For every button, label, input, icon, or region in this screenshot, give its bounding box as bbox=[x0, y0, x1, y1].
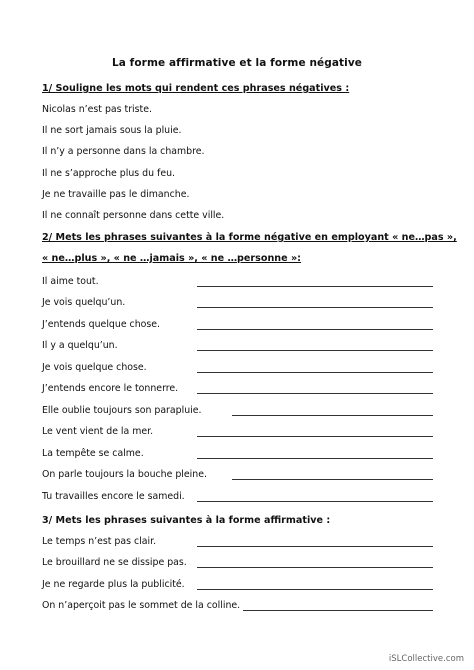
answer-line[interactable] bbox=[232, 479, 433, 480]
footer-credit: iSLCollective.com bbox=[388, 654, 464, 664]
answer-line[interactable] bbox=[197, 458, 433, 459]
answer-line[interactable] bbox=[197, 393, 433, 394]
answer-line[interactable] bbox=[197, 307, 433, 308]
page-title: La forme affirmative et la forme négative bbox=[111, 57, 363, 69]
section2-sentence: Tu travailles encore le samedi. bbox=[42, 491, 185, 502]
section1-heading: 1/ Souligne les mots qui rendent ces phrases négatives : bbox=[42, 83, 350, 94]
answer-line[interactable] bbox=[197, 436, 433, 437]
answer-line[interactable] bbox=[197, 329, 433, 330]
section3-heading: 3/ Mets les phrases suivantes à la forme affirmative : bbox=[42, 515, 331, 526]
section3-sentence: Je ne regarde plus la publicité. bbox=[42, 579, 185, 590]
section2-sentence: Elle oublie toujours son parapluie. bbox=[42, 405, 202, 416]
section1-sentence: Nicolas n’est pas triste. bbox=[42, 104, 152, 115]
answer-line[interactable] bbox=[232, 415, 433, 416]
answer-line[interactable] bbox=[197, 567, 433, 568]
answer-line[interactable] bbox=[197, 372, 433, 373]
section2-sentence: On parle toujours la bouche pleine. bbox=[42, 469, 207, 480]
section3-sentence: On n’aperçoit pas le sommet de la colline. bbox=[42, 600, 241, 611]
answer-line[interactable] bbox=[197, 589, 433, 590]
section3-sentence: Le brouillard ne se dissipe pas. bbox=[42, 557, 187, 568]
section2-sentence: J’entends quelque chose. bbox=[42, 319, 161, 330]
answer-line[interactable] bbox=[197, 501, 433, 502]
section2-sentence: Il aime tout. bbox=[42, 276, 99, 287]
section1-sentence: Il ne s’approche plus du feu. bbox=[42, 168, 176, 179]
section2-heading: 2/ Mets les phrases suivantes à la forme négative en employant « ne…pas », bbox=[42, 232, 457, 243]
answer-line[interactable] bbox=[197, 286, 433, 287]
section2-sentence: J’entends encore le tonnerre. bbox=[42, 383, 179, 394]
section2-sentence: Je vois quelque chose. bbox=[42, 362, 147, 373]
section2-sentence: Il y a quelqu’un. bbox=[42, 340, 118, 351]
section3-sentence: Le temps n’est pas clair. bbox=[42, 536, 157, 547]
section1-sentence: Il ne sort jamais sous la pluie. bbox=[42, 125, 182, 136]
section2-sentence: Le vent vient de la mer. bbox=[42, 426, 154, 437]
answer-line[interactable] bbox=[197, 546, 433, 547]
section2-heading-continued: « ne…plus », « ne …jamais », « ne …personne »: bbox=[42, 253, 302, 264]
section1-sentence: Il ne connaît personne dans cette ville. bbox=[42, 210, 225, 221]
section1-sentence: Il n’y a personne dans la chambre. bbox=[42, 146, 205, 157]
answer-line[interactable] bbox=[243, 610, 433, 611]
answer-line[interactable] bbox=[197, 350, 433, 351]
section2-sentence: Je vois quelqu’un. bbox=[42, 297, 126, 308]
section2-sentence: La tempête se calme. bbox=[42, 448, 144, 459]
section1-sentence: Je ne travaille pas le dimanche. bbox=[42, 189, 190, 200]
